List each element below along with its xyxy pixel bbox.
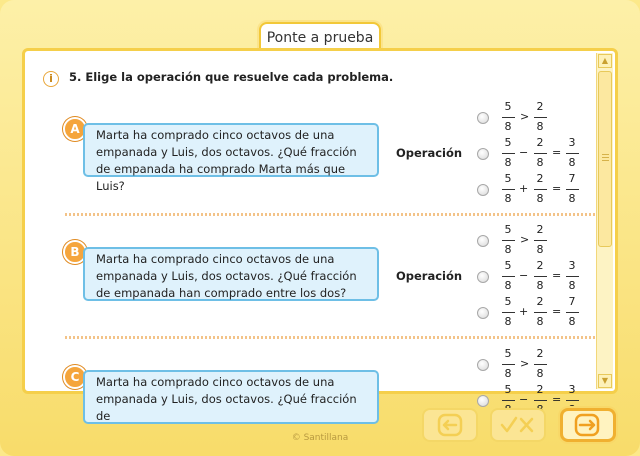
section-divider <box>65 213 595 216</box>
radio-button[interactable] <box>477 307 489 319</box>
radio-button[interactable] <box>477 112 489 124</box>
operator: − <box>519 269 529 282</box>
problem-b-badge: B <box>63 240 87 264</box>
instruction-text: 5. Elige la operación que resuelve cada problema. <box>69 70 394 84</box>
problem-a-text: Marta ha comprado cinco octavos de una empanada y Luis, dos octavos. ¿Qué fracción de empanada ha comprado Marta más que Luis? <box>83 123 379 177</box>
radio-button[interactable] <box>477 395 489 407</box>
vertical-scrollbar[interactable] <box>596 53 613 389</box>
problem-b-text: Marta ha comprado cinco octavos de una empanada y Luis, dos octavos. ¿Qué fracción de empanada han comprado entre los dos? <box>83 247 379 301</box>
problem-a-badge: A <box>63 117 87 141</box>
problem-c-badge: C <box>63 365 87 389</box>
tab-ponte-a-prueba[interactable]: Ponte a prueba <box>259 22 381 50</box>
operator: = <box>552 305 562 318</box>
section-divider <box>65 336 595 339</box>
exercise-panel <box>22 48 618 423</box>
operator: = <box>552 182 562 195</box>
operator: = <box>552 269 562 282</box>
radio-button[interactable] <box>477 235 489 247</box>
option-b-compare[interactable]: 5 8 > 2 8 <box>477 223 617 261</box>
option-b-subtract[interactable]: 5 8 − 2 8 = 3 8 <box>477 259 617 297</box>
operator: + <box>519 182 529 195</box>
operator: > <box>520 233 530 246</box>
option-c-subtract[interactable]: 5 − 2 = 3 <box>477 383 617 421</box>
radio-button[interactable] <box>477 148 489 160</box>
radio-button[interactable] <box>477 271 489 283</box>
operator: − <box>519 393 529 406</box>
operator: = <box>552 146 562 159</box>
problem-c-text: Marta ha comprado cinco octavos de una empanada y Luis, dos octavos. ¿Qué fracción de <box>83 370 379 424</box>
option-c-compare[interactable]: 5 8 > 2 8 <box>477 347 617 385</box>
copyright-text: © Santillana <box>291 433 349 443</box>
operation-label-b: Operación <box>396 269 463 283</box>
option-a-subtract[interactable]: 5 8 − 2 8 = 3 8 <box>477 136 617 174</box>
operator: + <box>519 305 529 318</box>
option-b-add[interactable]: 5 8 + 2 8 = 7 8 <box>477 295 617 333</box>
option-a-add[interactable]: 5 8 + 2 8 = 7 8 <box>477 172 617 210</box>
info-icon[interactable]: i <box>43 71 59 87</box>
operator: = <box>552 393 562 406</box>
operator: − <box>519 146 529 159</box>
operator: > <box>520 357 530 370</box>
radio-button[interactable] <box>477 184 489 196</box>
operator: > <box>520 110 530 123</box>
scroll-thumb[interactable] <box>598 71 612 247</box>
radio-button[interactable] <box>477 359 489 371</box>
operation-label-a: Operación <box>396 146 463 160</box>
scroll-down-icon[interactable]: ▼ <box>598 374 612 388</box>
scroll-up-icon[interactable]: ▲ <box>598 54 612 68</box>
option-a-compare[interactable]: 5 8 > 2 8 <box>477 100 617 138</box>
